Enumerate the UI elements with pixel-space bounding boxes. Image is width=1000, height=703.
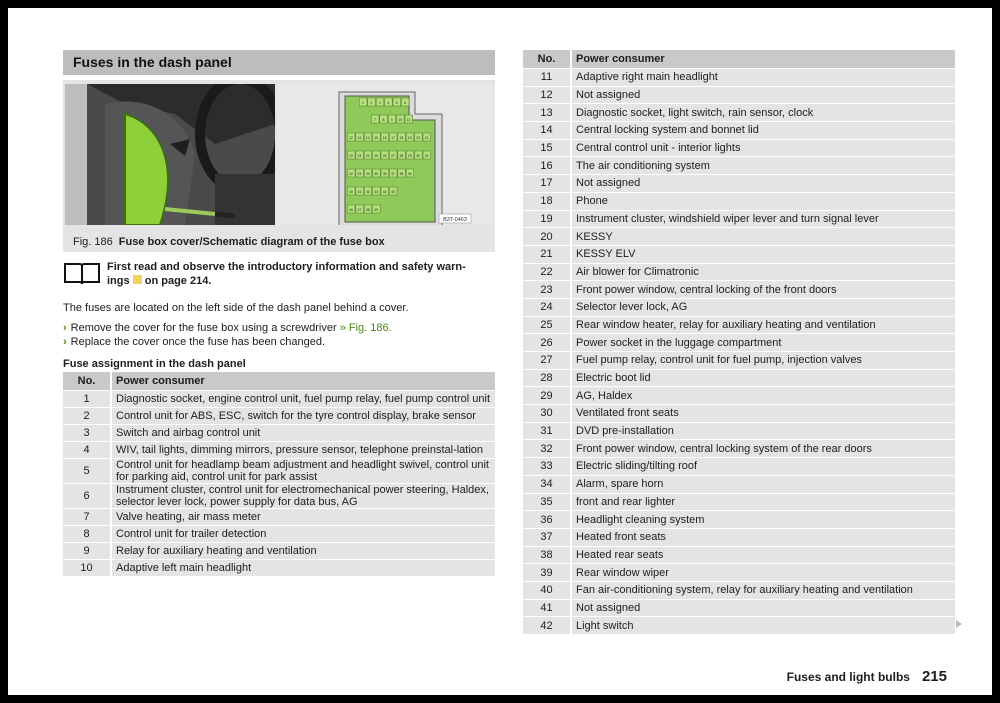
- table-header-row: [63, 372, 495, 391]
- fuse-slot-number: 39: [407, 172, 412, 176]
- fuse-cover-illustration: [65, 84, 275, 225]
- fuse-slot-number: 20: [416, 136, 421, 140]
- table-row: [63, 509, 495, 526]
- fuse-slot-number: 33: [357, 172, 362, 176]
- fuse-number: 13: [523, 104, 571, 122]
- table-row: [523, 122, 955, 140]
- power-consumer: Adaptive right main headlight: [571, 69, 955, 87]
- fuse-slot-number: 40: [349, 190, 353, 194]
- fuse-number: 26: [523, 334, 571, 352]
- fuse-number: 19: [523, 210, 571, 228]
- step-arrow-icon: ›: [63, 322, 67, 334]
- fuse-number: 38: [523, 546, 571, 564]
- fuse-slot-number: 6: [404, 101, 406, 105]
- power-consumer: Fuel pump relay, control unit for fuel pump, injection valves: [571, 352, 955, 370]
- fuse-slot-number: 9: [390, 118, 393, 122]
- power-consumer: Headlight cleaning system: [571, 511, 955, 529]
- table-row: [523, 334, 955, 352]
- table-header-row: [523, 50, 955, 69]
- caption-text: Fuse box cover/Schematic diagram of the fuse box: [118, 236, 385, 248]
- fuse-slot-number: 31: [424, 154, 429, 158]
- next-page-arrow-icon[interactable]: [956, 620, 962, 628]
- power-consumer: Not assigned: [571, 175, 955, 193]
- step-arrow-icon: ›: [63, 336, 67, 348]
- fuse-slot-number: 11: [406, 118, 411, 122]
- table-row: [523, 316, 955, 334]
- table-row: [523, 263, 955, 281]
- table-row: [63, 442, 495, 459]
- fuse-slot-number: 45: [391, 190, 395, 194]
- fuse-number: 18: [523, 192, 571, 210]
- fuse-slot-number: 48: [365, 208, 370, 212]
- fuse-number: 5: [63, 459, 111, 484]
- footer-section: Fuses and light bulbs: [786, 670, 910, 684]
- table-title: Fuse assignment in the dash panel: [63, 358, 246, 370]
- fuse-slot-number: 14: [365, 136, 370, 140]
- power-consumer: Instrument cluster, windshield wiper lever and turn signal lever: [571, 210, 955, 228]
- fuse-number: 11: [523, 69, 571, 87]
- fuse-slot-number: 19: [407, 136, 412, 140]
- power-consumer: Phone: [571, 192, 955, 210]
- table-row: [523, 298, 955, 316]
- fuse-number: 24: [523, 298, 571, 316]
- fuse-slot-number: 41: [357, 190, 362, 194]
- fuse-slot-number: 25: [374, 154, 379, 158]
- fuse-layout-diagram: [277, 84, 493, 225]
- power-consumer: Heated rear seats: [571, 546, 955, 564]
- table-row: [523, 69, 955, 87]
- section-heading: Fuses in the dash panel: [63, 50, 495, 75]
- power-consumer: Not assigned: [571, 86, 955, 104]
- fuse-slot-number: 35: [374, 172, 379, 176]
- power-consumer: Heated front seats: [571, 528, 955, 546]
- fuse-table-right: [523, 50, 955, 635]
- table-row: [523, 511, 955, 529]
- fuse-number: 14: [523, 122, 571, 140]
- fuse-slot-number: 36: [382, 172, 387, 176]
- fuse-slot-number: 10: [398, 118, 403, 122]
- power-consumer: Electric boot lid: [571, 369, 955, 387]
- power-consumer: Electric sliding/tilting roof: [571, 458, 955, 476]
- power-consumer: Control unit for trailer detection: [111, 526, 495, 543]
- fuse-slot-number: 38: [399, 172, 404, 176]
- power-consumer: Rear window wiper: [571, 564, 955, 582]
- fuse-slot-number: 3: [378, 101, 381, 105]
- table-row: [63, 391, 495, 408]
- header-no: No.: [523, 50, 571, 69]
- fuse-number: 6: [63, 484, 111, 509]
- fuse-box-schematic: [277, 84, 493, 225]
- note-line-1: First read and observe the introductory information and safety warn-: [107, 261, 466, 273]
- fuse-slot-number: 18: [399, 136, 404, 140]
- fuse-slot-number: 21: [424, 136, 429, 140]
- power-consumer: Power socket in the luggage compartment: [571, 334, 955, 352]
- open-book-icon: [63, 260, 101, 286]
- power-consumer: Air blower for Climatronic: [571, 263, 955, 281]
- table-row: [523, 546, 955, 564]
- header-no: No.: [63, 372, 111, 391]
- fuse-number: 30: [523, 405, 571, 423]
- fuse-slot-number: 47: [357, 208, 362, 212]
- power-consumer: KESSY ELV: [571, 245, 955, 263]
- table-row: [523, 352, 955, 370]
- table-row: [523, 175, 955, 193]
- table-row: [63, 408, 495, 425]
- power-consumer: Diagnostic socket, light switch, rain sensor, clock: [571, 104, 955, 122]
- table-row: [523, 245, 955, 263]
- intro-text: The fuses are located on the left side of the dash panel behind a cover.: [63, 302, 409, 314]
- step-1-text: Remove the cover for the fuse box using a screwdriver: [70, 322, 337, 334]
- page-number: 215: [921, 668, 947, 685]
- fuse-slot-number: 27: [391, 154, 395, 158]
- fuse-number: 41: [523, 599, 571, 617]
- power-consumer: Diagnostic socket, engine control unit, fuel pump relay, fuel pump control unit: [111, 391, 495, 408]
- fuse-number: 29: [523, 387, 571, 405]
- fuse-number: 42: [523, 617, 571, 635]
- table-row: [523, 422, 955, 440]
- figure-186: [63, 80, 495, 232]
- fuse-number: 25: [523, 316, 571, 334]
- note-line-2-end: on page 214.: [144, 275, 212, 287]
- fuse-number: 22: [523, 263, 571, 281]
- table-row: [523, 475, 955, 493]
- fuse-slot-number: 12: [349, 136, 353, 140]
- fuse-number: 40: [523, 581, 571, 599]
- table-row: [523, 458, 955, 476]
- fuse-slot-number: 42: [365, 190, 370, 194]
- table-row: [523, 86, 955, 104]
- fuse-slot-number: 32: [349, 172, 353, 176]
- fuse-slot-number: 49: [374, 208, 379, 212]
- fuse-number: 31: [523, 422, 571, 440]
- fuse-table-left: [63, 372, 495, 577]
- table-row: [63, 560, 495, 577]
- power-consumer: KESSY: [571, 228, 955, 246]
- step-2-text: Replace the cover once the fuse has been changed.: [70, 336, 326, 348]
- power-consumer: WIV, tail lights, dimming mirrors, pressure sensor, telephone preinstal-lation: [111, 442, 495, 459]
- power-consumer: front and rear lighter: [571, 493, 955, 511]
- table-row: [63, 543, 495, 560]
- fuse-slot-number: 15: [374, 136, 379, 140]
- table-row: [523, 369, 955, 387]
- fuse-number: 10: [63, 560, 111, 577]
- fuse-slot-number: 24: [365, 154, 370, 158]
- table-row: [63, 459, 495, 484]
- table-row: [523, 139, 955, 157]
- power-consumer: Front power window, central locking system of the rear doors: [571, 440, 955, 458]
- fuse-number: 33: [523, 458, 571, 476]
- fuse-number: 37: [523, 528, 571, 546]
- power-consumer: Control unit for headlamp beam adjustment and headlight swivel, control unit for parking aid, control unit for park assist: [111, 459, 495, 484]
- table-row: [523, 493, 955, 511]
- fuse-slot-number: 7: [374, 118, 376, 122]
- power-consumer: Central locking system and bonnet lid: [571, 122, 955, 140]
- power-consumer: Adaptive left main headlight: [111, 560, 495, 577]
- fuse-slot-number: 23: [357, 154, 362, 158]
- fuse-number: 20: [523, 228, 571, 246]
- fuse-slot-number: 30: [416, 154, 421, 158]
- note-line-2-start: ings: [107, 275, 130, 287]
- fuse-number: 4: [63, 442, 111, 459]
- power-consumer: Alarm, spare horn: [571, 475, 955, 493]
- power-consumer: Control unit for ABS, ESC, switch for the tyre control display, brake sensor: [111, 408, 495, 425]
- step-2: [63, 335, 495, 349]
- fuse-slot-number: 46: [349, 208, 353, 212]
- power-consumer: AG, Haldex: [571, 387, 955, 405]
- table-row: [523, 599, 955, 617]
- table-row: [523, 210, 955, 228]
- fuse-number: 2: [63, 408, 111, 425]
- fuse-slot-number: 26: [382, 154, 387, 158]
- power-consumer: Selector lever lock, AG: [571, 298, 955, 316]
- fuse-slot-number: 8: [382, 118, 385, 122]
- power-consumer: DVD pre-installation: [571, 422, 955, 440]
- power-consumer: Ventilated front seats: [571, 405, 955, 423]
- fuse-number: 1: [63, 391, 111, 408]
- figure-code: B3T-0463: [443, 217, 467, 223]
- power-consumer: Fan air-conditioning system, relay for auxiliary heating and ventilation: [571, 581, 955, 599]
- fuse-number: 9: [63, 543, 111, 560]
- fuse-number: 32: [523, 440, 571, 458]
- fuse-number: 7: [63, 509, 111, 526]
- fuse-slot-number: 37: [391, 172, 395, 176]
- dash-panel-photo: [65, 84, 275, 225]
- power-consumer: Valve heating, air mass meter: [111, 509, 495, 526]
- fuse-number: 36: [523, 511, 571, 529]
- fuse-slot-number: 13: [357, 136, 362, 140]
- fuse-slot-number: 1: [362, 101, 364, 105]
- power-consumer: Instrument cluster, control unit for electromechanical power steering, Haldex, selector lever lock, power supply for data bus, AG: [111, 484, 495, 509]
- power-consumer: Light switch: [571, 617, 955, 635]
- table-row: [523, 104, 955, 122]
- table-row: [523, 528, 955, 546]
- power-consumer: The air conditioning system: [571, 157, 955, 175]
- fuse-number: 27: [523, 352, 571, 370]
- fuse-slot-number: 43: [374, 190, 379, 194]
- header-consumer: Power consumer: [571, 50, 955, 69]
- caption-number: Fig. 186: [73, 236, 113, 248]
- fuse-number: 3: [63, 425, 111, 442]
- table-row: [523, 581, 955, 599]
- fuse-slot-number: 2: [370, 101, 373, 105]
- figure-link[interactable]: » Fig. 186.: [339, 322, 392, 334]
- fuse-number: 34: [523, 475, 571, 493]
- manual-page: [8, 8, 992, 695]
- fuse-slot-number: 4: [387, 101, 390, 105]
- table-row: [523, 405, 955, 423]
- fuse-number: 35: [523, 493, 571, 511]
- table-row: [63, 484, 495, 509]
- table-row: [523, 281, 955, 299]
- fuse-slot-number: 28: [399, 154, 404, 158]
- fuse-number: 8: [63, 526, 111, 543]
- table-row: [63, 425, 495, 442]
- power-consumer: Front power window, central locking of the front doors: [571, 281, 955, 299]
- fuse-slot-number: 5: [395, 101, 398, 105]
- header-consumer: Power consumer: [111, 372, 495, 391]
- power-consumer: Switch and airbag control unit: [111, 425, 495, 442]
- fuse-slot-number: 34: [365, 172, 370, 176]
- power-consumer: Not assigned: [571, 599, 955, 617]
- table-row: [523, 440, 955, 458]
- fuse-slot-number: 44: [382, 190, 387, 194]
- page-footer: [787, 668, 947, 685]
- step-1: [63, 321, 495, 335]
- fuse-slot-number: 22: [349, 154, 353, 158]
- figure-caption: [63, 232, 495, 252]
- fuse-slot-number: 17: [391, 136, 395, 140]
- table-row: [523, 192, 955, 210]
- warning-icon: [133, 275, 142, 284]
- table-row: [63, 526, 495, 543]
- table-row: [523, 617, 955, 635]
- fuse-slot-number: 29: [407, 154, 412, 158]
- fuse-number: 12: [523, 86, 571, 104]
- power-consumer: Relay for auxiliary heating and ventilation: [111, 543, 495, 560]
- fuse-number: 39: [523, 564, 571, 582]
- power-consumer: Rear window heater, relay for auxiliary heating and ventilation: [571, 316, 955, 334]
- table-row: [523, 564, 955, 582]
- table-row: [523, 387, 955, 405]
- fuse-number: 28: [523, 369, 571, 387]
- safety-note: [107, 260, 492, 288]
- table-row: [523, 157, 955, 175]
- fuse-slot-number: 16: [382, 136, 387, 140]
- fuse-number: 17: [523, 175, 571, 193]
- fuse-number: 16: [523, 157, 571, 175]
- fuse-number: 15: [523, 139, 571, 157]
- table-row: [523, 228, 955, 246]
- power-consumer: Central control unit - interior lights: [571, 139, 955, 157]
- fuse-number: 21: [523, 245, 571, 263]
- fuse-number: 23: [523, 281, 571, 299]
